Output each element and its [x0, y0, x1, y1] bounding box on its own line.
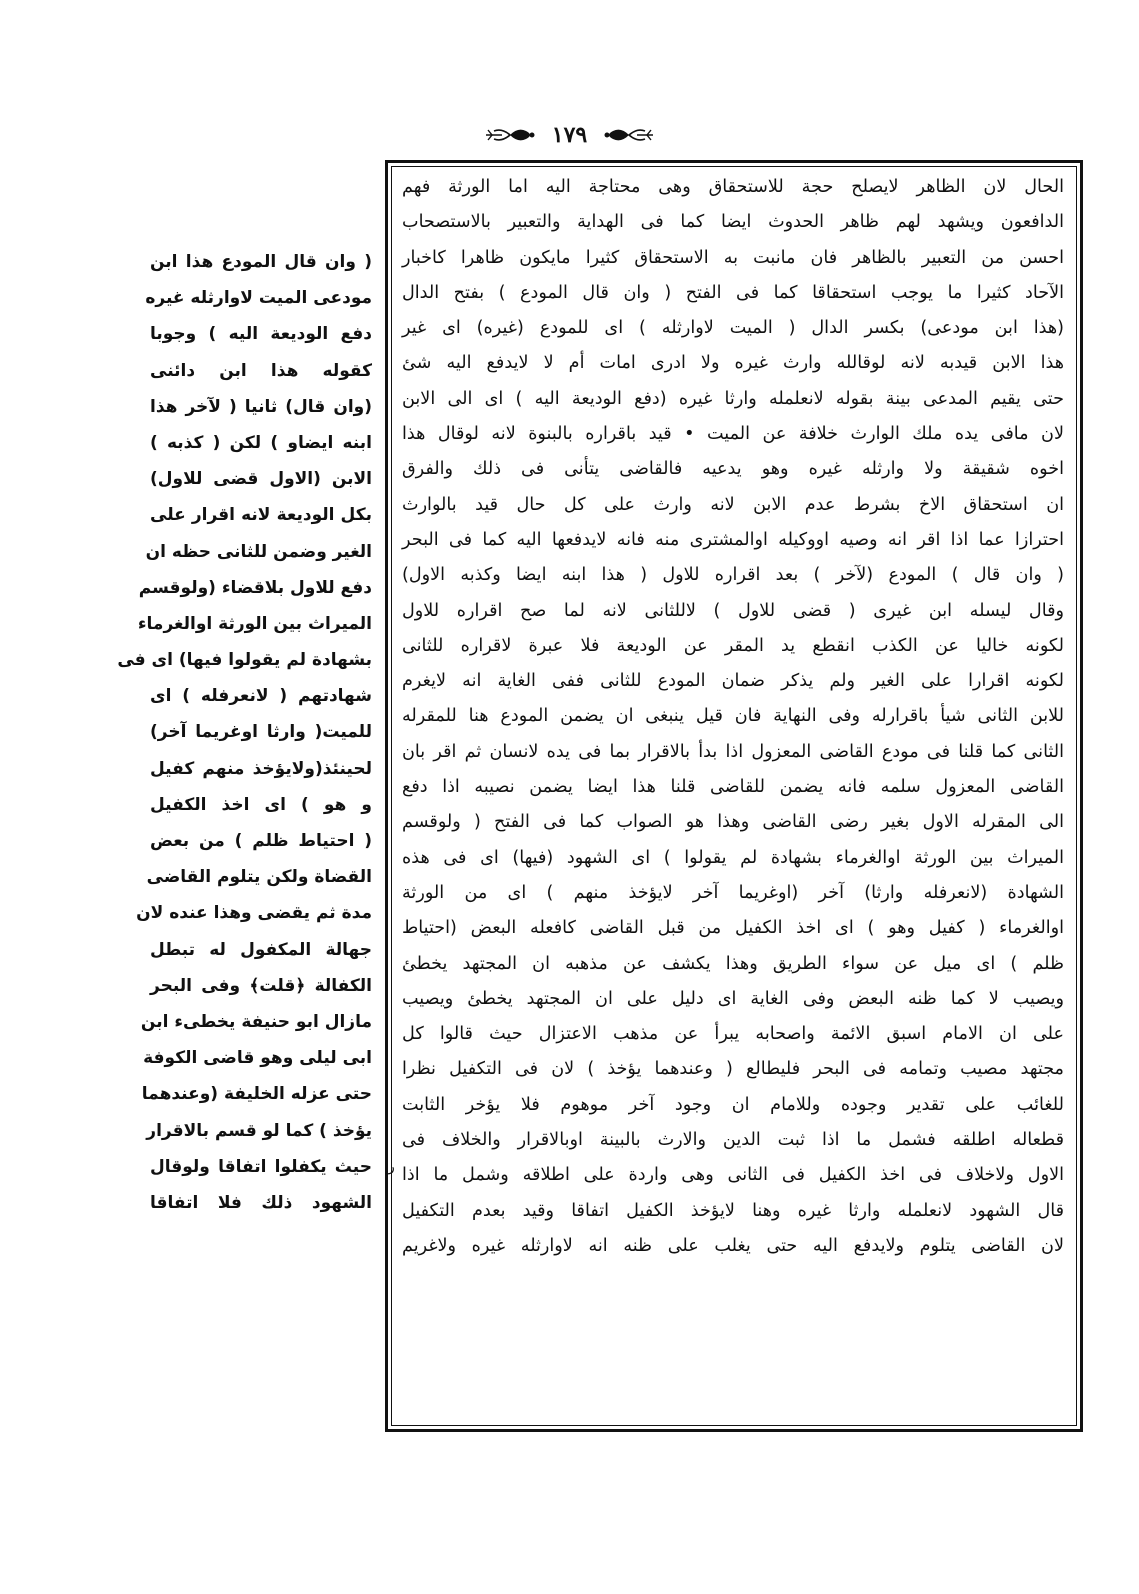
side-line-6: ابنه ايضاو ) لكن ( كذبه ) — [150, 432, 372, 453]
main-line-14: لكونه خاليا عن الكذب انقطع يد المقر عن الوديعة فلا عبرة لاقراره للثانى — [402, 635, 1064, 656]
main-line-8: لان مافى يده ملك الوارث خلافة عن الميت • قيد باقراره بالبنوة لانه لوقال هذا — [402, 424, 1064, 445]
side-line-9: الغير وضمن للثانى حظه ان — [145, 541, 372, 562]
main-line-30: قال الشهود لانعلمله وارثا غيره وهنا لايؤخذ الكفيل اتفاقا وقيد بعدم التكفيل — [402, 1200, 1064, 1221]
main-line-22: اوالغرماء ( كفيل وهو ) اى اخذ الكفيل من قبل القاضى كافعله البعض (احتياط — [402, 918, 1064, 939]
main-line-16: للابن الثانى شيأ باقرارله وفى النهاية فان قيل ينبغى ان يضمن المودع هنا للمقرله — [402, 706, 1064, 727]
side-line-22: مازال ابو حنيفة يخطىء ابن — [140, 1011, 372, 1032]
side-line-17: ( احتياط ظلم ) من بعض — [150, 831, 372, 851]
sidebar-matn — [117, 244, 372, 1344]
side-line-26: حيث يكفلوا اتفاقا ولوقال — [150, 1156, 372, 1177]
side-line-4: كقوله هذا ابن دائنى — [150, 360, 372, 381]
main-line-19: الى المقرله الاول بغير رضى القاضى وهذا هو الصواب كما فى الفتح ( ولوقسم — [402, 812, 1064, 833]
main-line-24: ويصيب لا كما ظنه البعض وفى الغاية اى دليل على ان المجتهد يخطئ ويصيب — [402, 988, 1064, 1009]
main-line-25: على ان الامام اسبق الائمة واصحابه يبرأ عن مذهب الاعتزال حيث قالوا كل — [402, 1024, 1064, 1045]
main-line-13: وقال ليسله ابن غيرى ( قضى للاول ) لاللثانى لانه لما صح اقراره للاول — [402, 600, 1064, 621]
side-line-13: شهادتهم ( لانعرفله ) اى — [150, 686, 372, 707]
main-line-2: الدافعون ويشهد لهم ظاهر الحدوث ايضا كما فى الهداية والتعبير بالاستصحاب — [402, 212, 1064, 233]
main-line-10: ان استحقاق الاخ بشرط عدم الابن لانه وارث على كل حال قيد بالوارث — [402, 494, 1064, 515]
floral-ornament-right-icon — [601, 126, 655, 144]
main-line-5: (هذا ابن مودعى) بكسر الدال ( الميت لاوارثله ) اى للمودع (غيره) اى غير — [402, 318, 1064, 339]
margin-mark: ر — [388, 1159, 395, 1175]
side-line-27: الشهود ذلك فلا اتفاقا — [150, 1192, 372, 1213]
main-line-6: هذا الابن قيدبه لانه لوقالله وارث غيره ولا ادرى امات أم لا لايدفع اليه شئ — [402, 353, 1064, 374]
side-line-19: مدة ثم يقضى وهذا عنده لان — [136, 903, 372, 924]
side-line-24: حتى عزله الخليفة (وعندهما — [141, 1084, 372, 1105]
main-line-26: مجتهد مصيب وتمامه فى البحر فليطالع ( وعندهما يؤخذ ) لان فى التكفيل نظرا — [402, 1059, 1064, 1080]
side-line-25: يؤخذ ) كما لو قسم بالاقرار — [146, 1120, 372, 1141]
main-line-1: الحال لان الظاهر لايصلح حجة للاستحقاق وهى محتاجة اليه اما الورثة فهم — [402, 177, 1064, 197]
page-header — [0, 122, 1139, 148]
main-line-12: ( وان قال ) المودع (لآخر ) بعد اقراره للاول ( هذا ابنه ايضا وكذبه الاول) — [402, 565, 1064, 586]
main-line-28: قطعاله اطلقه فشمل ما اذا ثبت الدين والارث بالبينة اوبالاقرار والخلاف فى — [402, 1130, 1064, 1151]
main-line-29: الاول ولاخلاف فى اخذ الكفيل فى الثانى وهى واردة على اطلاقه وشمل ما اذا — [402, 1165, 1064, 1186]
side-line-8: بكل الوديعة لانه اقرار على — [150, 505, 372, 526]
side-line-18: القضاة ولكن يتلوم القاضى — [146, 867, 372, 888]
main-line-15: لكونه اقرارا على الغير ولم يذكر ضمان المودع للثانى ففى الغاية انه لايغرم — [402, 671, 1064, 692]
main-line-18: القاضى المعزول سلمه فانه يضمن للقاضى قلنا هذا ايضا يضمن نصيبه اذا دفع — [402, 777, 1064, 798]
side-line-20: جهالة المكفول له تبطل — [150, 939, 372, 960]
floral-ornament-left-icon — [484, 126, 538, 144]
side-line-15: لحينئذ(ولايؤخذ منهم كفيل — [150, 758, 372, 779]
side-line-14: للميت( وارثا اوغريما آخر) — [150, 722, 372, 743]
main-line-7: حتى يقيم المدعى بينة بقوله لانعلمله وارثا غيره (دفع الوديعة اليه ) اى الى الابن — [402, 388, 1064, 409]
side-line-11: الميراث بين الورثة اوالغرماء — [137, 613, 372, 634]
side-line-16: و هو ) اى اخذ الكفيل — [150, 794, 372, 815]
side-line-2: مودعى الميت لاوارثله غيره — [145, 288, 372, 309]
main-line-3: احسن من التعبير بالظاهر فان مانبت به الاستحقاق كثيرا مايكون ظاهرا كاخبار — [402, 247, 1064, 268]
page-number: ١٧٩ — [551, 122, 588, 148]
main-line-11: احترازا عما اذا اقر انه وصيه اووكيله اوالمشترى منه فانه لايدفعها اليه كما فى البحر — [402, 529, 1064, 550]
main-line-9: اخوه شقيقة ولا وارثله غيره وهو يدعيه فالقاضى يتأنى فى ذلك والفرق — [402, 459, 1064, 480]
side-line-12: بشهادة لم يقولوا فيها) اى فى — [117, 650, 372, 671]
side-line-21: الكفالة ﴿قلت﴾ وفى البحر — [150, 975, 372, 996]
main-line-4: الآحاد كثيرا ما يوجب استحقاقا كما فى الفتح ( وان قال المودع ) بفتح الدال — [402, 282, 1064, 303]
main-line-21: الشهادة (لانعرفله وارثا) آخر (اوغريما آخر لايؤخذ منهم ) اى من الورثة — [402, 882, 1064, 903]
side-line-7: الابن (الاول قضى للاول) — [150, 469, 372, 490]
side-line-1: ( وان قال المودع هذا ابن — [150, 252, 372, 272]
main-line-23: ظلم ) اى ميل عن سواء الطريق وهذا يكشف عن مذهبه ان المجتهد يخطئ — [402, 953, 1064, 974]
side-line-3: دفع الوديعة اليه ) وجوبا — [150, 324, 372, 345]
side-line-5: (وان قال) ثانيا ( لآخر هذا — [150, 396, 372, 417]
main-commentary — [402, 170, 1064, 1422]
main-line-27: للغائب على تقدير وجوده وللامام ان وجود آخر موهوم فلا يؤخر الثابت — [402, 1094, 1064, 1115]
main-line-17: الثانى كما قلنا فى مودع القاضى المعزول اذا بدأ بالاقرار بما فى يده لانسان ثم اقر بان — [402, 741, 1064, 762]
main-line-20: الميراث بين الورثة اوالغرماء بشهادة لم يقولوا ) اى الشهود (فيها) اى فى هذه — [402, 847, 1064, 868]
side-line-23: ابى ليلى وهو قاضى الكوفة — [143, 1048, 372, 1069]
main-line-31: لان القاضى يتلوم ولايدفع اليه حتى يغلب على ظنه انه لاوارثله غيره ولاغريم — [402, 1235, 1064, 1256]
side-line-10: دفع للاول بلاقضاء (ولوقسم — [138, 577, 372, 598]
